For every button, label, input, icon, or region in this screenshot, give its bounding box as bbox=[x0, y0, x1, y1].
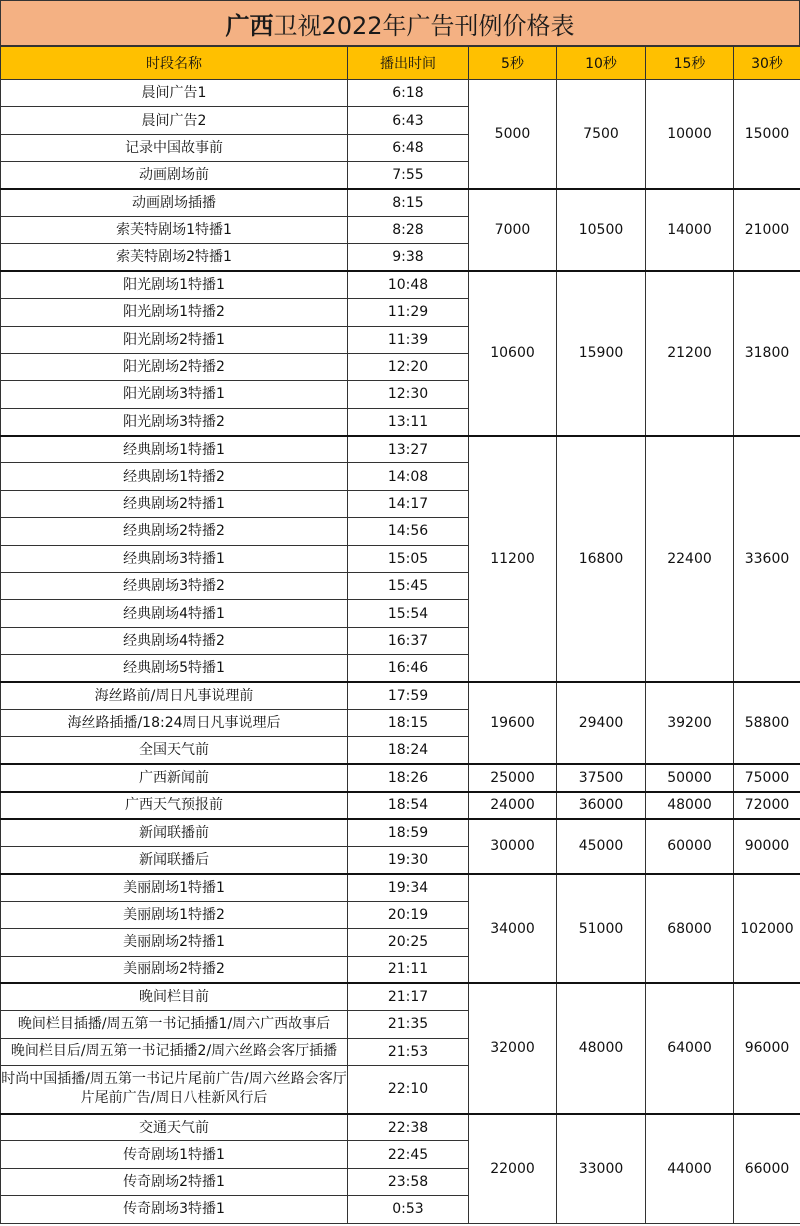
price-30s-cell: 66000 bbox=[734, 1114, 800, 1224]
price-10s-cell: 29400 bbox=[557, 682, 646, 764]
air-time-cell: 21:17 bbox=[348, 983, 469, 1010]
price-10s-cell: 51000 bbox=[557, 874, 646, 984]
table-row bbox=[1, 271, 800, 298]
air-time-cell: 21:53 bbox=[348, 1038, 469, 1065]
header-15s: 15秒 bbox=[646, 47, 734, 80]
price-5s-cell: 30000 bbox=[469, 819, 557, 874]
price-5s-cell: 11200 bbox=[469, 436, 557, 683]
slot-name-cell: 经典剧场1特播2 bbox=[1, 463, 348, 490]
price-5s-cell: 10600 bbox=[469, 271, 557, 435]
slot-name-cell: 晚间栏目前 bbox=[1, 983, 348, 1010]
price-10s-cell: 36000 bbox=[557, 792, 646, 819]
price-30s-cell: 21000 bbox=[734, 189, 800, 271]
price-15s-cell: 50000 bbox=[646, 764, 734, 791]
slot-name-cell: 晚间栏目插播/周五第一书记插播1/周六广西故事后 bbox=[1, 1011, 348, 1038]
air-time-cell: 11:29 bbox=[348, 299, 469, 326]
slot-name-cell: 广西天气预报前 bbox=[1, 792, 348, 819]
slot-name-cell: 时尚中国插播/周五第一书记片尾前广告/周六丝路会客厅片尾前广告/周日八桂新风行后 bbox=[1, 1066, 348, 1114]
price-5s-cell: 19600 bbox=[469, 682, 557, 764]
table-header-row bbox=[1, 47, 800, 80]
air-time-cell: 6:48 bbox=[348, 134, 469, 161]
air-time-cell: 22:45 bbox=[348, 1141, 469, 1168]
slot-name-cell: 美丽剧场1特播2 bbox=[1, 901, 348, 928]
slot-name-cell: 晨间广告2 bbox=[1, 107, 348, 134]
price-30s-cell: 33600 bbox=[734, 436, 800, 683]
page-title-bold: 广西 bbox=[225, 11, 274, 40]
price-30s-cell: 58800 bbox=[734, 682, 800, 764]
air-time-cell: 19:30 bbox=[348, 846, 469, 873]
header-5s: 5秒 bbox=[469, 47, 557, 80]
slot-name-cell: 索芙特剧场2特播1 bbox=[1, 244, 348, 271]
rate-table bbox=[0, 46, 800, 1224]
price-15s-cell: 44000 bbox=[646, 1114, 734, 1224]
slot-name-cell: 美丽剧场2特播1 bbox=[1, 929, 348, 956]
price-30s-cell: 75000 bbox=[734, 764, 800, 791]
price-15s-cell: 22400 bbox=[646, 436, 734, 683]
price-5s-cell: 24000 bbox=[469, 792, 557, 819]
table-row bbox=[1, 792, 800, 819]
air-time-cell: 23:58 bbox=[348, 1168, 469, 1195]
price-10s-cell: 48000 bbox=[557, 983, 646, 1113]
header-air-time: 播出时间 bbox=[348, 47, 469, 80]
price-5s-cell: 32000 bbox=[469, 983, 557, 1113]
slot-name-cell: 动画剧场前 bbox=[1, 162, 348, 189]
price-30s-cell: 96000 bbox=[734, 983, 800, 1113]
air-time-cell: 18:54 bbox=[348, 792, 469, 819]
slot-name-cell: 传奇剧场1特播1 bbox=[1, 1141, 348, 1168]
table-row bbox=[1, 189, 800, 216]
air-time-cell: 13:27 bbox=[348, 436, 469, 463]
table-row bbox=[1, 819, 800, 846]
header-30s: 30秒 bbox=[734, 47, 800, 80]
air-time-cell: 15:45 bbox=[348, 573, 469, 600]
air-time-cell: 19:34 bbox=[348, 874, 469, 901]
price-30s-cell: 102000 bbox=[734, 874, 800, 984]
table-row bbox=[1, 80, 800, 107]
slot-name-cell: 海丝路插播/18:24周日凡事说理后 bbox=[1, 709, 348, 736]
table-row bbox=[1, 1114, 800, 1141]
slot-name-cell: 阳光剧场1特播1 bbox=[1, 271, 348, 298]
slot-name-cell: 新闻联播后 bbox=[1, 846, 348, 873]
air-time-cell: 21:11 bbox=[348, 956, 469, 983]
table-row bbox=[1, 983, 800, 1010]
table-row bbox=[1, 436, 800, 463]
air-time-cell: 16:46 bbox=[348, 655, 469, 682]
slot-name-cell: 传奇剧场2特播1 bbox=[1, 1168, 348, 1195]
air-time-cell: 15:54 bbox=[348, 600, 469, 627]
slot-name-cell: 传奇剧场3特播1 bbox=[1, 1196, 348, 1223]
slot-name-cell: 经典剧场3特播1 bbox=[1, 545, 348, 572]
table-row bbox=[1, 682, 800, 709]
slot-name-cell: 全国天气前 bbox=[1, 737, 348, 764]
air-time-cell: 10:48 bbox=[348, 271, 469, 298]
slot-name-cell: 经典剧场2特播1 bbox=[1, 490, 348, 517]
slot-name-cell: 阳光剧场1特播2 bbox=[1, 299, 348, 326]
price-30s-cell: 31800 bbox=[734, 271, 800, 435]
slot-name-cell: 阳光剧场3特播2 bbox=[1, 408, 348, 435]
price-10s-cell: 37500 bbox=[557, 764, 646, 791]
price-5s-cell: 22000 bbox=[469, 1114, 557, 1224]
air-time-cell: 20:19 bbox=[348, 901, 469, 928]
price-10s-cell: 7500 bbox=[557, 80, 646, 190]
slot-name-cell: 经典剧场4特播1 bbox=[1, 600, 348, 627]
price-10s-cell: 33000 bbox=[557, 1114, 646, 1224]
slot-name-cell: 索芙特剧场1特播1 bbox=[1, 216, 348, 243]
price-15s-cell: 21200 bbox=[646, 271, 734, 435]
slot-name-cell: 新闻联播前 bbox=[1, 819, 348, 846]
price-5s-cell: 7000 bbox=[469, 189, 557, 271]
slot-name-cell: 记录中国故事前 bbox=[1, 134, 348, 161]
table-body bbox=[1, 80, 800, 1224]
air-time-cell: 18:15 bbox=[348, 709, 469, 736]
price-30s-cell: 90000 bbox=[734, 819, 800, 874]
slot-name-cell: 经典剧场1特播1 bbox=[1, 436, 348, 463]
air-time-cell: 8:28 bbox=[348, 216, 469, 243]
table-row bbox=[1, 874, 800, 901]
slot-name-cell: 阳光剧场2特播2 bbox=[1, 353, 348, 380]
header-slot-name: 时段名称 bbox=[1, 47, 348, 80]
slot-name-cell: 阳光剧场2特播1 bbox=[1, 326, 348, 353]
air-time-cell: 13:11 bbox=[348, 408, 469, 435]
air-time-cell: 21:35 bbox=[348, 1011, 469, 1038]
price-10s-cell: 10500 bbox=[557, 189, 646, 271]
air-time-cell: 14:56 bbox=[348, 518, 469, 545]
slot-name-cell: 晨间广告1 bbox=[1, 80, 348, 107]
slot-name-cell: 动画剧场插播 bbox=[1, 189, 348, 216]
air-time-cell: 18:59 bbox=[348, 819, 469, 846]
air-time-cell: 12:30 bbox=[348, 381, 469, 408]
slot-name-cell: 海丝路前/周日凡事说理前 bbox=[1, 682, 348, 709]
slot-name-cell: 阳光剧场3特播1 bbox=[1, 381, 348, 408]
air-time-cell: 0:53 bbox=[348, 1196, 469, 1223]
price-15s-cell: 10000 bbox=[646, 80, 734, 190]
header-10s: 10秒 bbox=[557, 47, 646, 80]
price-5s-cell: 34000 bbox=[469, 874, 557, 984]
price-10s-cell: 16800 bbox=[557, 436, 646, 683]
air-time-cell: 9:38 bbox=[348, 244, 469, 271]
price-30s-cell: 72000 bbox=[734, 792, 800, 819]
air-time-cell: 12:20 bbox=[348, 353, 469, 380]
table-row bbox=[1, 764, 800, 791]
price-15s-cell: 39200 bbox=[646, 682, 734, 764]
slot-name-cell: 经典剧场2特播2 bbox=[1, 518, 348, 545]
air-time-cell: 22:38 bbox=[348, 1114, 469, 1141]
slot-name-cell: 晚间栏目后/周五第一书记插播2/周六丝路会客厅插播 bbox=[1, 1038, 348, 1065]
slot-name-cell: 广西新闻前 bbox=[1, 764, 348, 791]
price-10s-cell: 15900 bbox=[557, 271, 646, 435]
price-10s-cell: 45000 bbox=[557, 819, 646, 874]
slot-name-cell: 经典剧场5特播1 bbox=[1, 655, 348, 682]
air-time-cell: 11:39 bbox=[348, 326, 469, 353]
air-time-cell: 16:37 bbox=[348, 627, 469, 654]
price-15s-cell: 14000 bbox=[646, 189, 734, 271]
air-time-cell: 18:24 bbox=[348, 737, 469, 764]
air-time-cell: 7:55 bbox=[348, 162, 469, 189]
price-15s-cell: 64000 bbox=[646, 983, 734, 1113]
air-time-cell: 15:05 bbox=[348, 545, 469, 572]
air-time-cell: 22:10 bbox=[348, 1066, 469, 1114]
slot-name-cell: 经典剧场4特播2 bbox=[1, 627, 348, 654]
slot-name-cell: 美丽剧场1特播1 bbox=[1, 874, 348, 901]
price-5s-cell: 5000 bbox=[469, 80, 557, 190]
air-time-cell: 17:59 bbox=[348, 682, 469, 709]
air-time-cell: 6:18 bbox=[348, 80, 469, 107]
air-time-cell: 14:08 bbox=[348, 463, 469, 490]
slot-name-cell: 交通天气前 bbox=[1, 1114, 348, 1141]
air-time-cell: 20:25 bbox=[348, 929, 469, 956]
slot-name-cell: 美丽剧场2特播2 bbox=[1, 956, 348, 983]
price-30s-cell: 15000 bbox=[734, 80, 800, 190]
air-time-cell: 8:15 bbox=[348, 189, 469, 216]
slot-name-cell: 经典剧场3特播2 bbox=[1, 573, 348, 600]
price-15s-cell: 68000 bbox=[646, 874, 734, 984]
page-title bbox=[0, 0, 800, 46]
air-time-cell: 18:26 bbox=[348, 764, 469, 791]
price-15s-cell: 48000 bbox=[646, 792, 734, 819]
air-time-cell: 14:17 bbox=[348, 490, 469, 517]
page-title-rest: 卫视2022年广告刊例价格表 bbox=[273, 11, 575, 40]
price-5s-cell: 25000 bbox=[469, 764, 557, 791]
air-time-cell: 6:43 bbox=[348, 107, 469, 134]
price-15s-cell: 60000 bbox=[646, 819, 734, 874]
